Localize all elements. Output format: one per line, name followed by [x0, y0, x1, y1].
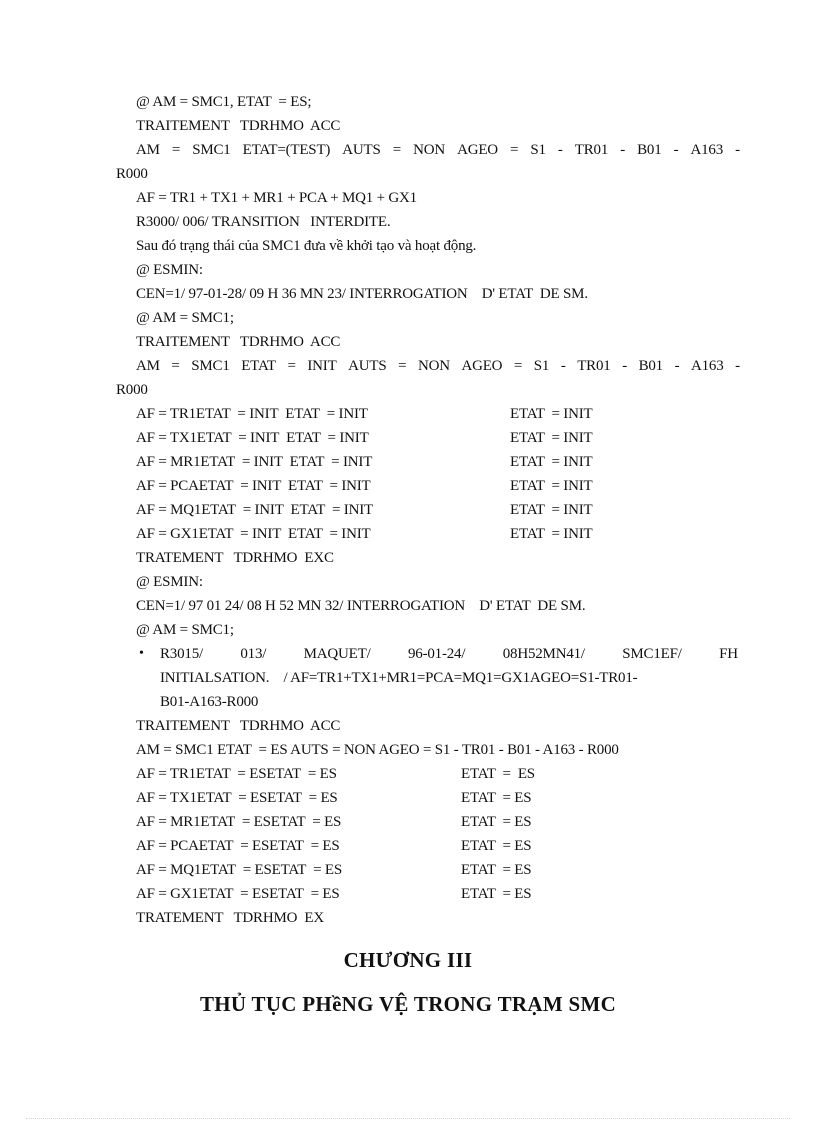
text-line: @ AM = SMC1, ETAT = ES; — [136, 94, 312, 110]
word: AM — [136, 142, 160, 158]
text-line: @ AM = SMC1; — [136, 310, 234, 326]
row-left: AF = MQ1ETAT = INIT ETAT = INIT — [136, 502, 373, 518]
text-line: R3000/ 006/ TRANSITION INTERDITE. — [136, 214, 391, 230]
word: ETAT=(TEST) — [242, 142, 331, 158]
word: A163 — [690, 142, 724, 158]
word: AGEO — [461, 358, 503, 374]
text-line: CEN=1/ 97-01-28/ 09 H 36 MN 23/ INTERROGATION D' ETAT DE SM. — [136, 286, 588, 302]
word: - — [674, 358, 680, 374]
text-line: Sau đó trạng thái của SMC1 đưa về khởi tạo và hoạt động. — [136, 238, 477, 254]
text-line: TRATEMENT TDRHMO EX — [136, 910, 324, 926]
word: - — [735, 358, 740, 374]
word: S1 — [533, 358, 550, 374]
word: NON — [413, 142, 445, 158]
row-left: AF = PCAETAT = ESETAT = ES — [136, 838, 340, 854]
row-right: ETAT = INIT — [510, 502, 593, 518]
word: SMC1 — [191, 358, 230, 374]
text-line: B01-A163-R000 — [160, 694, 259, 710]
bullet-icon: • — [139, 646, 144, 661]
row-right: ETAT = INIT — [510, 430, 593, 446]
text-line: TRAITEMENT TDRHMO ACC — [136, 118, 341, 134]
row-right: ETAT = ES — [461, 814, 532, 830]
text-line: TRATEMENT TDRHMO EXC — [136, 550, 334, 566]
word: 96-01-24/ — [407, 646, 466, 662]
row-left: AF = PCAETAT = INIT ETAT = INIT — [136, 478, 371, 494]
row-right: ETAT = INIT — [510, 454, 593, 470]
word: AUTS — [348, 358, 387, 374]
row-left: AF = MQ1ETAT = ESETAT = ES — [136, 862, 343, 878]
word: = — [287, 358, 296, 374]
row-right: ETAT = ES — [461, 790, 532, 806]
word: - — [622, 358, 627, 374]
word: SMC1 — [192, 142, 231, 158]
text-line: AM = SMC1 ETAT = ES AUTS = NON AGEO = S1 - TR01 - B01 - A163 - R000 — [136, 742, 619, 758]
row-right: ETAT = ES — [461, 766, 535, 782]
text-line: TRAITEMENT TDRHMO ACC — [136, 334, 341, 350]
row-right: ETAT = ES — [461, 838, 532, 854]
word: AM — [136, 358, 160, 374]
word: - — [735, 142, 740, 158]
justified-line — [136, 140, 740, 160]
row-left: AF = MR1ETAT = ESETAT = ES — [136, 814, 342, 830]
page-bottom-divider — [26, 1118, 790, 1119]
word: AGEO — [457, 142, 498, 158]
word: MAQUET/ — [303, 646, 371, 662]
justified-line — [136, 356, 740, 376]
text-line: R000 — [116, 382, 148, 398]
word: = — [171, 142, 181, 158]
word: = — [398, 358, 407, 374]
justified-line — [160, 644, 738, 664]
row-left: AF = MR1ETAT = INIT ETAT = INIT — [136, 454, 373, 470]
word: - — [673, 142, 679, 158]
text-line: @ ESMIN: — [136, 574, 203, 590]
text-line: @ AM = SMC1; — [136, 622, 234, 638]
row-left: AF = TR1ETAT = ESETAT = ES — [136, 766, 337, 782]
row-right: ETAT = INIT — [510, 478, 593, 494]
word: TR01 — [574, 142, 609, 158]
row-right: ETAT = ES — [461, 862, 532, 878]
word: ETAT — [241, 358, 276, 374]
word: R3015/ — [160, 646, 203, 662]
word: 013/ — [240, 646, 267, 662]
chapter-subtitle: THỦ TỤC PHềNG VỆ TRONG TRẠM SMC — [199, 992, 617, 1016]
row-left: AF = GX1ETAT = ESETAT = ES — [136, 886, 340, 902]
word: B01 — [637, 142, 662, 158]
text-line: AF = TR1 + TX1 + MR1 + PCA + MQ1 + GX1 — [136, 190, 417, 206]
text-line: INITIALSATION. / AF=TR1+TX1+MR1=PCA=MQ1=GX1AGEO=S1-TR01- — [160, 670, 638, 686]
word: - — [620, 142, 626, 158]
word: S1 — [530, 142, 546, 158]
word: = — [510, 142, 519, 158]
text-line: CEN=1/ 97 01 24/ 08 H 52 MN 32/ INTERROGATION D' ETAT DE SM. — [136, 598, 586, 614]
text-line: TRAITEMENT TDRHMO ACC — [136, 718, 341, 734]
row-right: ETAT = INIT — [510, 406, 593, 422]
row-left: AF = TX1ETAT = ESETAT = ES — [136, 790, 338, 806]
word: NON — [417, 358, 450, 374]
row-left: AF = TX1ETAT = INIT ETAT = INIT — [136, 430, 369, 446]
word: 08H52MN41/ — [502, 646, 585, 662]
word: A163 — [690, 358, 724, 374]
word: SMC1EF/ — [622, 646, 682, 662]
word: FH — [719, 646, 738, 662]
word: = — [171, 358, 180, 374]
text-line: @ ESMIN: — [136, 262, 203, 278]
word: INIT — [307, 358, 337, 374]
row-right: ETAT = ES — [461, 886, 532, 902]
word: AUTS — [342, 142, 381, 158]
word: B01 — [638, 358, 663, 374]
word: = — [513, 358, 523, 374]
row-right: ETAT = INIT — [510, 526, 593, 542]
word: TR01 — [577, 358, 611, 374]
row-left: AF = TR1ETAT = INIT ETAT = INIT — [136, 406, 368, 422]
row-left: AF = GX1ETAT = INIT ETAT = INIT — [136, 526, 371, 542]
word: = — [392, 142, 402, 158]
text-line: R000 — [116, 166, 148, 182]
word: - — [560, 358, 566, 374]
chapter-title: CHƯƠNG III — [343, 948, 473, 972]
word: - — [557, 142, 563, 158]
